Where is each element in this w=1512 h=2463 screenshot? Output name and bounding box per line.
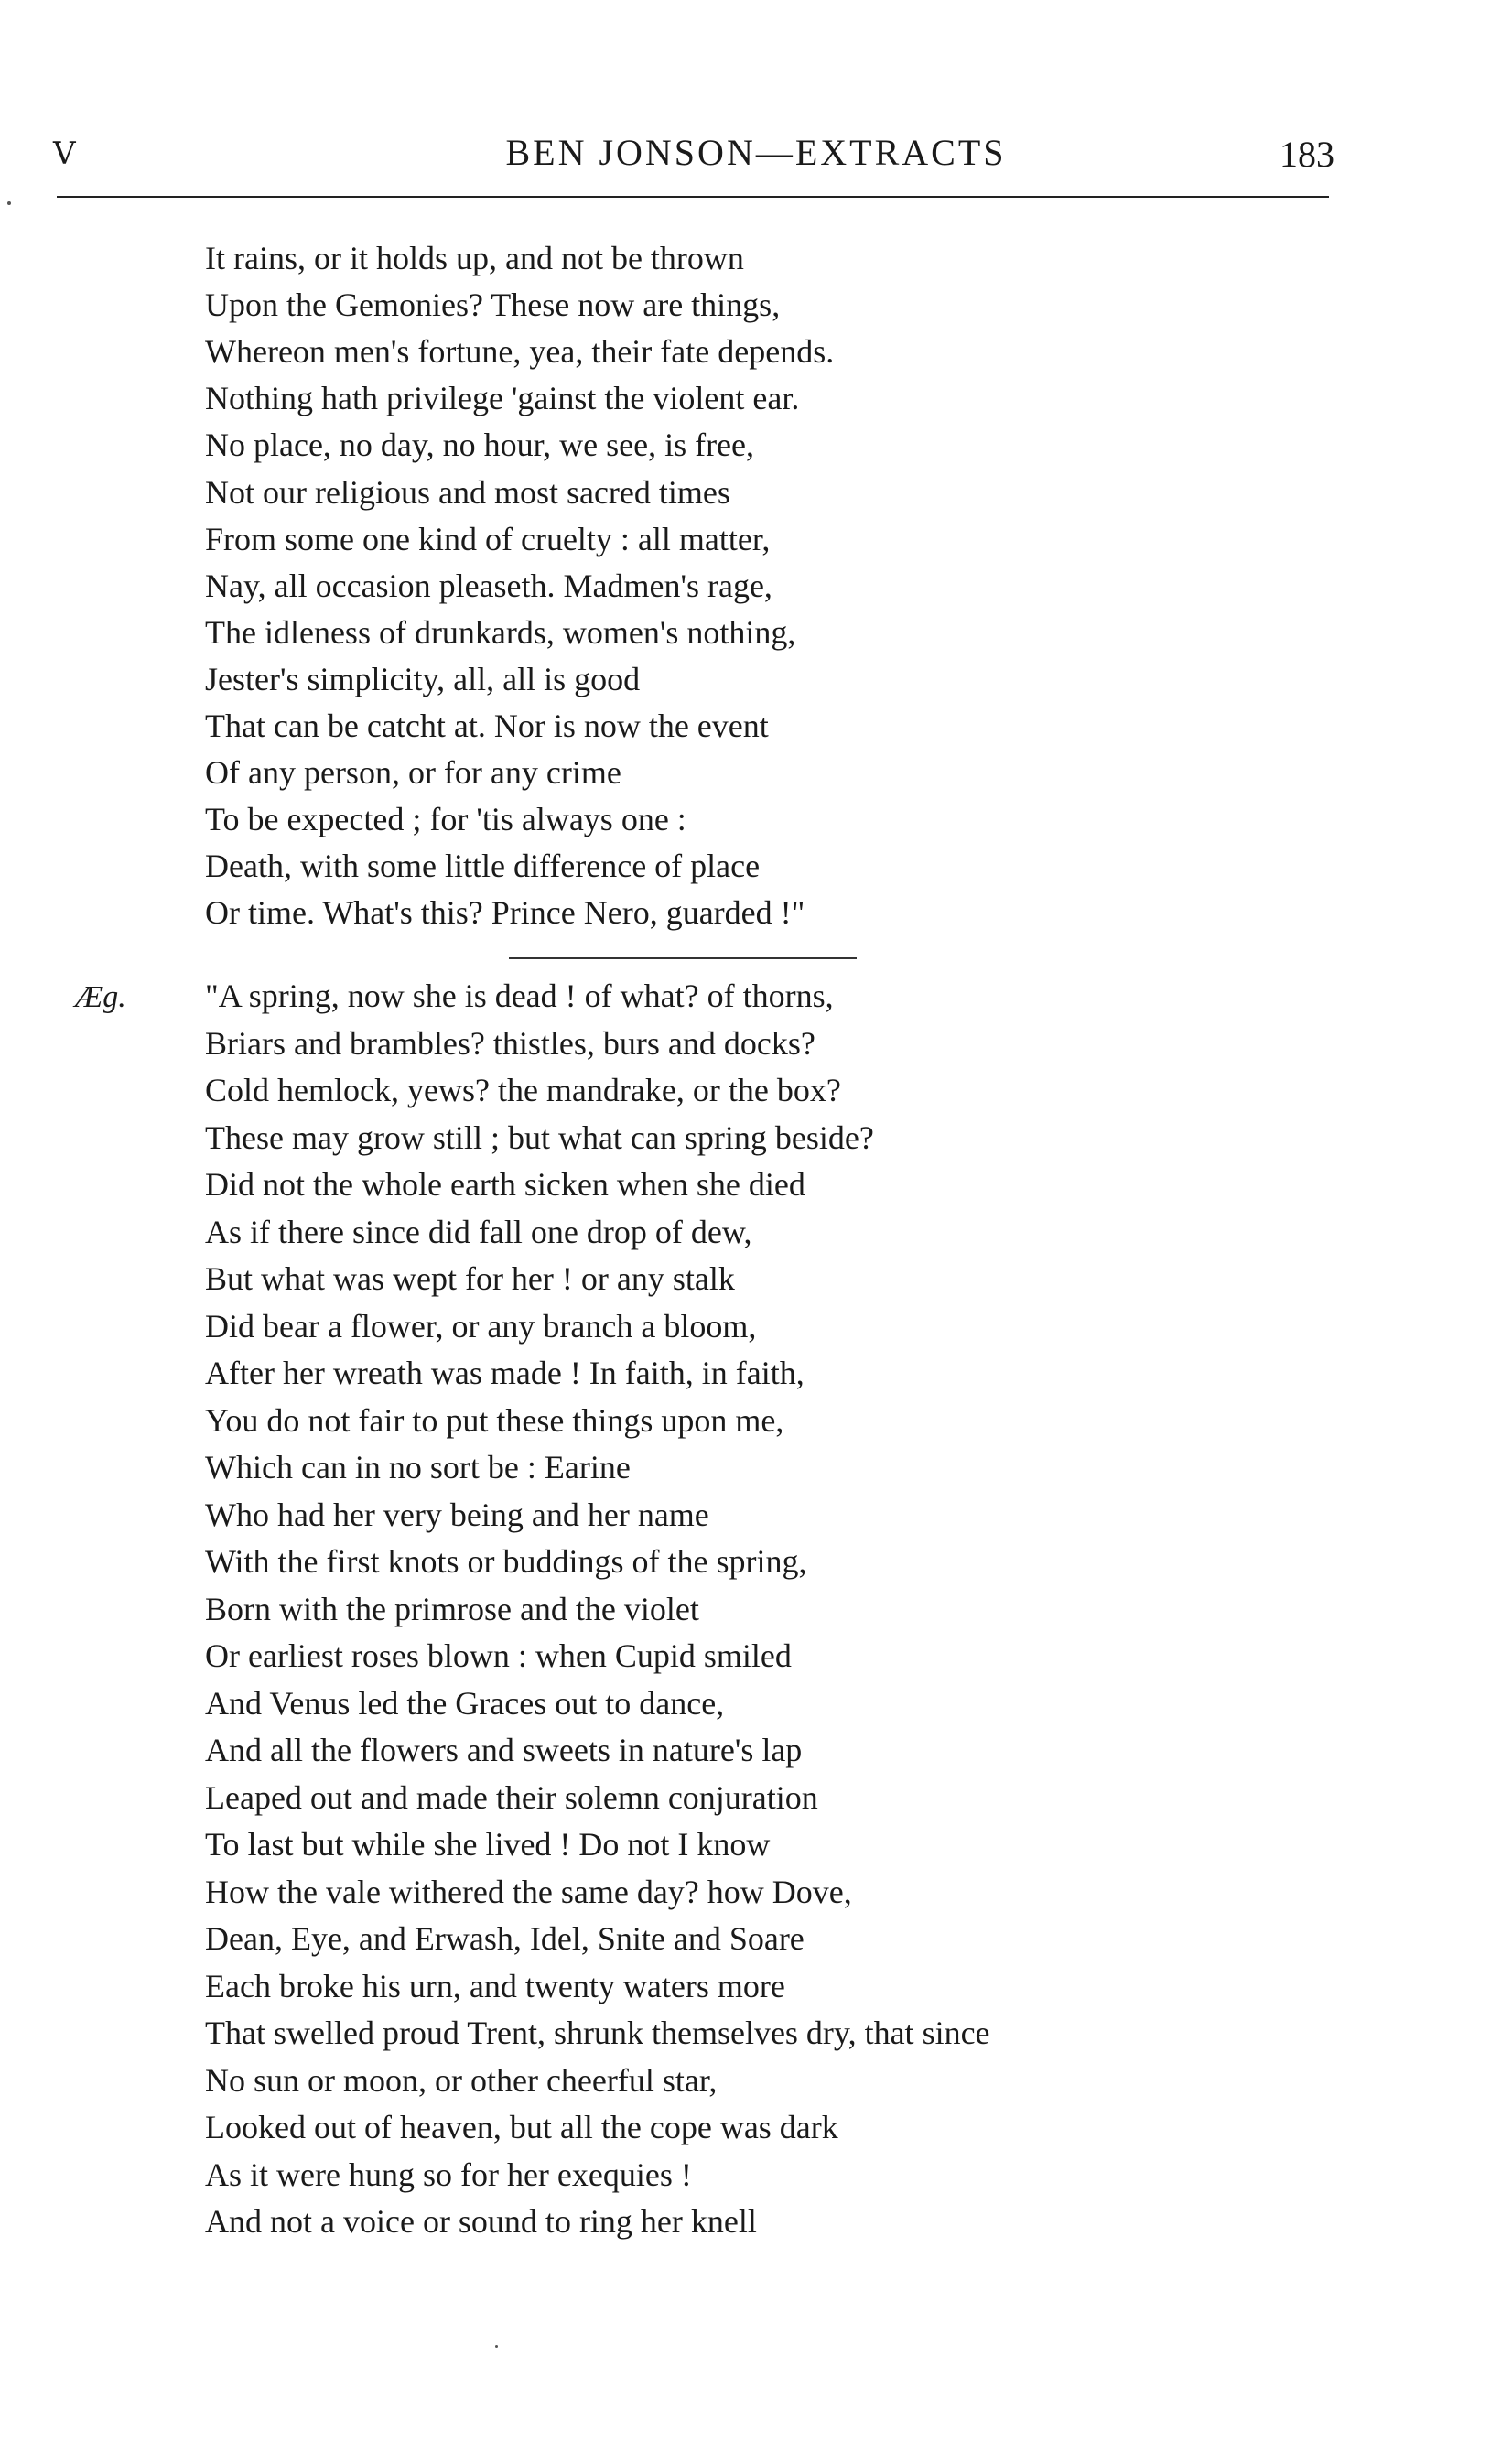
verse-line: That swelled proud Trent, shrunk themselves dry, that since — [205, 2015, 990, 2051]
verse-line: Did bear a flower, or any branch a bloom, — [205, 1307, 757, 1345]
verse-line: With the first knots or buddings of the spring, — [205, 1543, 807, 1580]
verse-line: As it were hung so for her exequies ! — [205, 2155, 692, 2193]
verse-line: As if there since did fall one drop of dew, — [205, 1213, 752, 1250]
verse-line: But what was wept for her ! or any stalk — [205, 1260, 735, 1297]
page-number: 183 — [1280, 134, 1334, 175]
verse-line: Upon the Gemonies? These now are things, — [205, 286, 781, 324]
verse-line: It rains, or it holds up, and not be thrown — [205, 240, 744, 276]
bottom-dot — [495, 2345, 498, 2348]
verse-line: Who had her very being and her name — [205, 1496, 709, 1533]
verse-line: How the vale withered the same day? how Dove, — [205, 1873, 852, 1910]
verse-line: You do not fair to put these things upon me, — [205, 1401, 784, 1439]
verse-line: Whereon men's fortune, yea, their fate depends. — [205, 333, 835, 371]
verse-line: Nothing hath privilege 'gainst the violent ear. — [205, 380, 800, 417]
verse-line: After her wreath was made ! In faith, in faith, — [205, 1355, 805, 1391]
verse-line: No sun or moon, or other cheerful star, — [205, 2061, 718, 2099]
page-header — [0, 0, 1512, 201]
section-divider — [509, 957, 857, 959]
verse-line: Death, with some little difference of place — [205, 848, 761, 885]
verse-line: Jester's simplicity, all, all is good — [205, 660, 641, 697]
running-title: BEN JONSON—EXTRACTS — [505, 132, 1007, 173]
verse-line: From some one kind of cruelty : all matter, — [205, 520, 771, 557]
verse-line: And all the flowers and sweets in nature's lap — [205, 1732, 803, 1768]
verse-line: Looked out of heaven, but all the cope was dark — [205, 2109, 838, 2145]
verse-line: And Venus led the Graces out to dance, — [205, 1684, 725, 1722]
verse-line: And not a voice or sound to ring her knell — [205, 2203, 757, 2240]
section-mark: V — [53, 135, 76, 172]
verse-line: Nay, all occasion pleaseth. Madmen's rage, — [205, 567, 772, 604]
verse-line: The idleness of drunkards, women's nothing, — [205, 613, 796, 651]
verse-line: No place, no day, no hour, we see, is free, — [205, 427, 755, 464]
verse-line: Or time. What's this? Prince Nero, guarded !" — [205, 894, 805, 932]
verse-line: Which can in no sort be : Earine — [205, 1449, 631, 1485]
verse-line: Each broke his urn, and twenty waters more — [205, 1967, 785, 2004]
verse-line: "A spring, now she is dead ! of what? of thorns, — [205, 978, 834, 1014]
verse-line: Briars and brambles? thistles, burs and docks? — [205, 1024, 815, 1062]
margin-dot — [7, 201, 11, 205]
verse-line: Born with the primrose and the violet — [205, 1590, 699, 1627]
verse-line: Dean, Eye, and Erwash, Idel, Snite and Soare — [205, 1920, 805, 1957]
verse-line: That can be catcht at. Nor is now the event — [205, 708, 769, 744]
verse-line: Leaped out and made their solemn conjuration — [205, 1778, 818, 1816]
verse-line: Did not the whole earth sicken when she died — [205, 1166, 805, 1203]
verse-line: Or earliest roses blown : when Cupid smiled — [205, 1637, 792, 1674]
verse-line: Not our religious and most sacred times — [205, 473, 730, 511]
header-rule — [57, 196, 1329, 198]
verse-line: These may grow still ; but what can spring beside? — [205, 1118, 874, 1156]
verse-line: To last but while she lived ! Do not I know — [205, 1826, 771, 1863]
speaker-label: Æg. — [75, 980, 126, 1014]
verse-line: Cold hemlock, yews? the mandrake, or the box? — [205, 1072, 841, 1108]
verse-line: Of any person, or for any crime — [205, 754, 621, 792]
verse-line: To be expected ; for 'tis always one : — [205, 801, 686, 838]
